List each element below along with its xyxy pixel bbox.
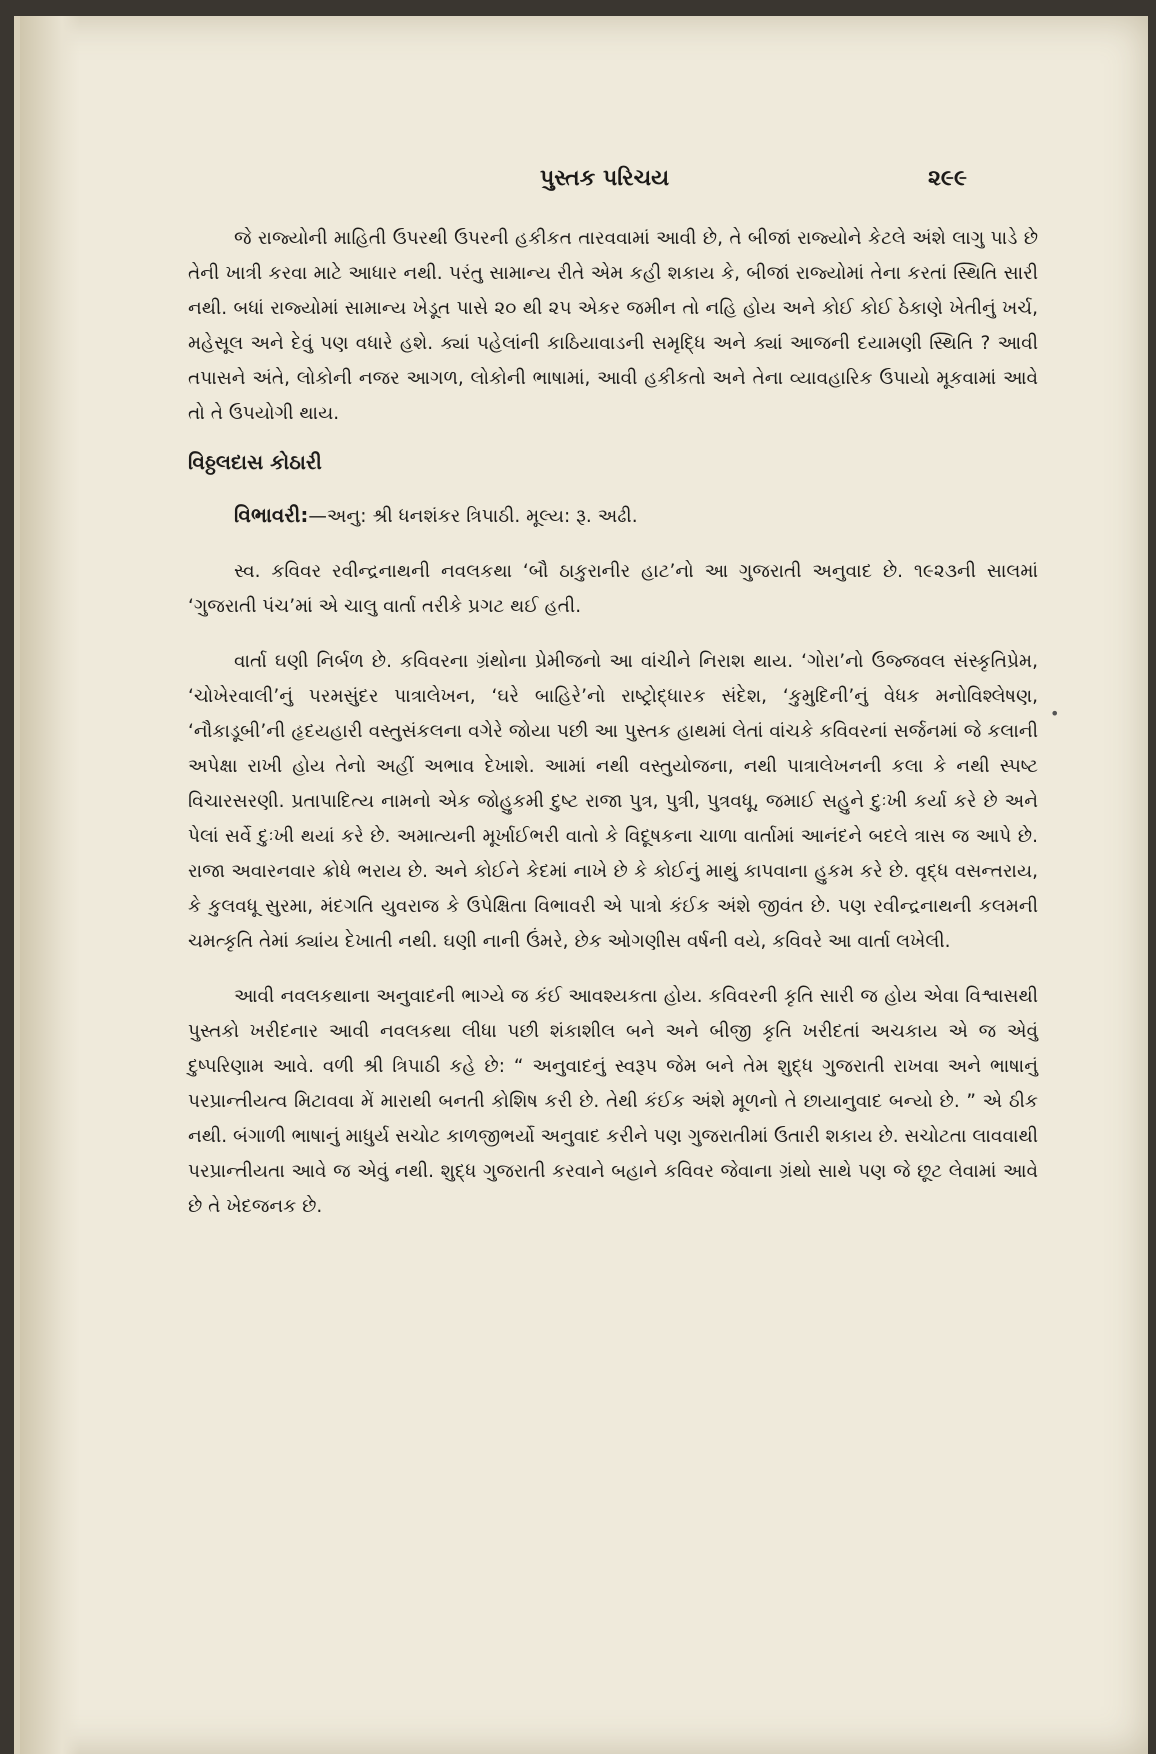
paragraph-3: વાર્તા ઘણી નિર્બળ છે. કવિવરના ગ્રંથોના પ્રેમીજનો આ વાંચીને નિરાશ થાય. ‘ગોરા’નો ઉજ્જવલ સંસ્કૃતિપ્રેમ, ‘ચોખેરવાલી’નું પરમસુંદર પાત્રાલેખન, ‘ઘરે બાહિરે’નો રાષ્ટ્રોદ્ધારક સંદેશ, ‘કુમુદિની’નું વેધક મનોવિશ્લેષણ, ‘નૌકાડૂબી’ની હૃદયહારી વસ્તુસંકલના વગેરે જોયા પછી આ પુસ્તક હાથમાં લેતાં વાંચકે કવિવરનાં સર્જનમાં જે કલાની અપેક્ષા રાખી હોય તેનો અહીં અભાવ દેખાશે. આમાં નથી વસ્તુયોજના, નથી પાત્રાલેખનની કલા કે નથી સ્પષ્ટ વિચારસરણી. પ્રતાપાદિત્ય નામનો એક જોહુકમી દુષ્ટ રાજા પુત્ર, પુત્રી, પુત્રવધૂ, જમાઈ સહુને દુઃખી કર્યા કરે છે અને પેલાં સર્વે દુઃખી થયાં કરે છે. અમાત્યની મૂર્ખાઈભરી વાતો કે વિદૂષકના ચાળા વાર્તામાં આનંદને બદલે ત્રાસ જ આપે છે. રાજા અવારનવાર ક્રોધે ભરાય છે. અને કોઈને કેદમાં નાખે છે કે કોઈનું માથું કાપવાના હુકમ કરે છે. વૃદ્ધ વસન્તરાય, કે કુલવધૂ સુરમા, મંદગતિ યુવરાજ કે ઉપેક્ષિતા વિભાવરી એ પાત્રો કંઈક અંશે જીવંત છે. પણ રવીન્દ્રનાથની કલમની ચમત્કૃતિ તેમાં ક્યાંય દેખાતી નથી. ઘણી નાની ઉંમરે, છેક ઓગણીસ વર્ષની વયે, કવિવરે આ વાર્તા લખેલી. <box>188 651 1038 952</box>
running-title: પુસ્તક પરિચય <box>540 166 670 191</box>
book-details: —અનુ: શ્રી ધનશંકર ત્રિપાઠી. મૂલ્ય: રૂ. અઢી. <box>308 506 638 527</box>
page-number: ૨૯૯ <box>928 166 967 191</box>
page-edge <box>20 16 80 1754</box>
page-header <box>20 166 1148 206</box>
book-page <box>14 16 1148 1754</box>
page-content <box>188 221 1038 1224</box>
paragraph-2: સ્વ. કવિવર રવીન્દ્રનાથની નવલકથા ‘બૌ ઠાકુરાનીર હાટ’નો આ ગુજરાતી અનુવાદ છે. ૧૯૨૩ની સાલમાં ‘ગુજરાતી પંચ’માં એ ચાલુ વાર્તા તરીકે પ્રગટ થઈ હતી. <box>188 561 1038 617</box>
paragraph-1: જે રાજ્યોની માહિતી ઉપરથી ઉપરની હકીકત તારવવામાં આવી છે, તે બીજાં રાજ્યોને કેટલે અંશે લાગુ પાડે છે તેની ખાત્રી કરવા માટે આધાર નથી. પરંતુ સામાન્ય રીતે એમ કહી શકાય કે, બીજાં રાજ્યોમાં તેના કરતાં સ્થિતિ સારી નથી. બધાં રાજ્યોમાં સામાન્ય ખેડૂત પાસે ૨૦ થી ૨૫ એકર જમીન તો નહિ હોય અને કોઈ કોઈ ઠેકાણે ખેતીનું ખર્ચ, મહેસૂલ અને દેવું પણ વધારે હશે. ક્યાં પહેલાંની કાઠિયાવાડની સમૃદ્ધિ અને ક્યાં આજની દયામણી સ્થિતિ ? આવી તપાસને અંતે, લોકોની નજર આગળ, લોકોની ભાષામાં, આવી હકીકતો અને તેના વ્યાવહારિક ઉપાયો મૂકવામાં આવે તો તે ઉપયોગી થાય. <box>188 228 1038 424</box>
paragraph-4: આવી નવલકથાના અનુવાદની ભાગ્યે જ કંઈ આવશ્યકતા હોય. કવિવરની કૃતિ સારી જ હોય એવા વિશ્વાસથી પુસ્તકો ખરીદનાર આવી નવલકથા લીધા પછી શંકાશીલ બને અને બીજી કૃતિ ખરીદતાં અચકાય એ જ એવું દુષ્પરિણામ આવે. વળી શ્રી ત્રિપાઠી કહે છે: “ અનુવાદનું સ્વરૂપ જેમ બને તેમ શુદ્ધ ગુજરાતી રાખવા અને ભાષાનું પરપ્રાન્તીયત્વ મિટાવવા મેં મારાથી બનતી કોશિષ કરી છે. તેથી કંઈક અંશે મૂળનો તે છાયાનુવાદ બન્યો છે. ” એ ઠીક નથી. બંગાળી ભાષાનું માધુર્ય સચોટ કાળજીભર્યો અનુવાદ કરીને પણ ગુજરાતીમાં ઉતારી શકાય છે. સચોટતા લાવવાથી પરપ્રાન્તીયતા આવે જ એવું નથી. શુદ્ધ ગુજરાતી કરવાને બહાને કવિવર જેવાના ગ્રંથો સાથે પણ જે છૂટ લેવામાં આવે છે તે ખેદજનક છે. <box>188 986 1038 1217</box>
author-signature: વિઠ્ઠલદાસ કોઠારી <box>188 450 322 474</box>
review-heading <box>188 498 1038 534</box>
book-title: વિભાવરી: <box>234 503 309 527</box>
margin-dot: • <box>1050 704 1060 723</box>
